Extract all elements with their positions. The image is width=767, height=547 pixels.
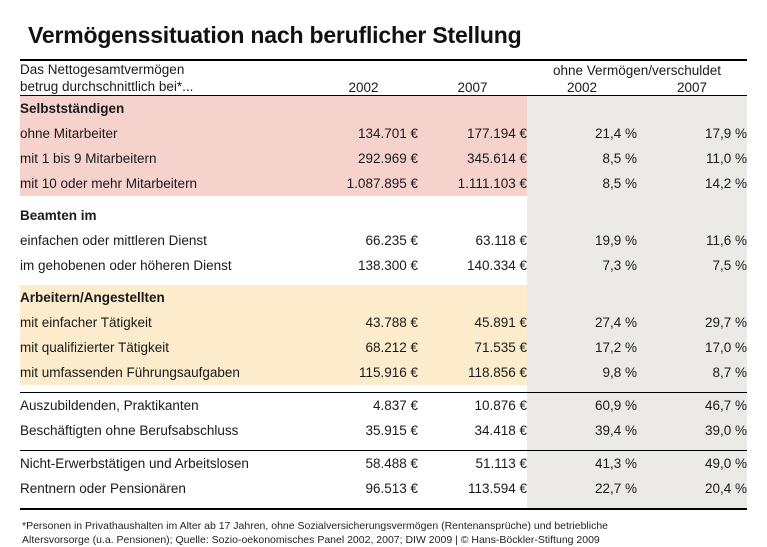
- header-desc-line2: betrug durchschnittlich bei*...: [20, 79, 194, 94]
- header-group-right: ohne Vermögen/verschuldet: [552, 63, 722, 78]
- spacer-p2007: [637, 196, 747, 203]
- table-row: [20, 121, 747, 146]
- spacer-label: [20, 501, 309, 508]
- row-value-2007: 45.891 €: [418, 310, 527, 335]
- row-value-2002: 4.837 €: [309, 393, 418, 418]
- row-value-2007: [418, 203, 527, 228]
- row-pct-2002: 41,3 %: [527, 451, 637, 476]
- row-pct-2007: 7,5 %: [637, 253, 747, 278]
- row-value-2002: 35.915 €: [309, 418, 418, 443]
- spacer-label: [20, 196, 309, 203]
- row-pct-2002: 22,7 %: [527, 476, 637, 501]
- spacer-v2007: [418, 443, 527, 451]
- spacer-v2002: [309, 501, 418, 508]
- row-value-2002: [309, 285, 418, 310]
- spacer-p2002: [527, 501, 637, 508]
- row-value-2002: 43.788 €: [309, 310, 418, 335]
- row-value-2007: [418, 96, 527, 122]
- spacer-label: [20, 278, 309, 285]
- row-label: ohne Mitarbeiter: [20, 121, 309, 146]
- spacer-p2007: [637, 385, 747, 393]
- row-pct-2007: 39,0 %: [637, 418, 747, 443]
- row-value-2007: 51.113 €: [418, 451, 527, 476]
- row-pct-2002: 21,4 %: [527, 121, 637, 146]
- row-value-2007: 140.334 €: [418, 253, 527, 278]
- row-label: Auszubildenden, Praktikanten: [20, 393, 309, 418]
- header-year-pct-2007: 2007: [676, 80, 708, 95]
- table-row: [20, 451, 747, 476]
- row-value-2002: 115.916 €: [309, 360, 418, 385]
- row-pct-2002: [527, 285, 637, 310]
- row-label: Nicht-Erwerbstätigen und Arbeitslosen: [20, 451, 309, 476]
- spacer-p2007: [637, 278, 747, 285]
- row-spacer: [20, 385, 747, 393]
- row-pct-2002: 8,5 %: [527, 146, 637, 171]
- spacer-v2007: [418, 501, 527, 508]
- spacer-label: [20, 443, 309, 451]
- header-desc-line1: Das Nettogesamtvermögen: [20, 62, 185, 77]
- row-pct-2007: 11,6 %: [637, 228, 747, 253]
- row-pct-2002: 19,9 %: [527, 228, 637, 253]
- table-row: [20, 146, 747, 171]
- row-value-2007: 34.418 €: [418, 418, 527, 443]
- spacer-v2002: [309, 278, 418, 285]
- row-label: im gehobenen oder höheren Dienst: [20, 253, 309, 278]
- row-pct-2007: 46,7 %: [637, 393, 747, 418]
- row-value-2002: 58.488 €: [309, 451, 418, 476]
- row-spacer: [20, 501, 747, 508]
- wealth-table: [20, 61, 747, 508]
- table-row: [20, 310, 747, 335]
- row-value-2002: [309, 203, 418, 228]
- row-label: Selbstständigen: [20, 96, 309, 122]
- row-value-2002: [309, 96, 418, 122]
- table-row: [20, 476, 747, 501]
- row-pct-2007: 14,2 %: [637, 171, 747, 196]
- row-value-2002: 1.087.895 €: [309, 171, 418, 196]
- spacer-p2002: [527, 278, 637, 285]
- header-description: [20, 61, 309, 95]
- row-spacer: [20, 196, 747, 203]
- row-value-2007: 71.535 €: [418, 335, 527, 360]
- footnote: [20, 510, 749, 547]
- row-value-2002: 96.513 €: [309, 476, 418, 501]
- row-pct-2007: 11,0 %: [637, 146, 747, 171]
- row-pct-2002: 8,5 %: [527, 171, 637, 196]
- row-label: mit einfacher Tätigkeit: [20, 310, 309, 335]
- row-pct-2007: 8,7 %: [637, 360, 747, 385]
- table-row: [20, 418, 747, 443]
- spacer-v2007: [418, 278, 527, 285]
- table-row: [20, 285, 747, 310]
- row-pct-2007: 20,4 %: [637, 476, 747, 501]
- row-label: Beamten im: [20, 203, 309, 228]
- row-value-2007: 1.111.103 €: [418, 171, 527, 196]
- row-pct-2002: 60,9 %: [527, 393, 637, 418]
- row-spacer: [20, 443, 747, 451]
- row-label: Arbeitern/Angestellten: [20, 285, 309, 310]
- header-year-value-2007: 2007: [457, 80, 488, 95]
- row-pct-2007: 29,7 %: [637, 310, 747, 335]
- row-pct-2007: 17,9 %: [637, 121, 747, 146]
- table-row: [20, 335, 747, 360]
- row-value-2002: 66.235 €: [309, 228, 418, 253]
- table-row: [20, 171, 747, 196]
- table-row: [20, 393, 747, 418]
- table-row: [20, 360, 747, 385]
- row-value-2007: 177.194 €: [418, 121, 527, 146]
- row-value-2002: 138.300 €: [309, 253, 418, 278]
- row-pct-2002: 27,4 %: [527, 310, 637, 335]
- row-pct-2002: 17,2 %: [527, 335, 637, 360]
- table-header-group-row: [20, 61, 747, 78]
- header-spacer-v2007: [418, 61, 527, 78]
- row-label: einfachen oder mittleren Dienst: [20, 228, 309, 253]
- row-label: mit 1 bis 9 Mitarbeitern: [20, 146, 309, 171]
- row-pct-2002: 9,8 %: [527, 360, 637, 385]
- spacer-v2007: [418, 385, 527, 393]
- spacer-label: [20, 385, 309, 393]
- row-label: mit qualifizierter Tätigkeit: [20, 335, 309, 360]
- spacer-p2007: [637, 501, 747, 508]
- row-label: mit 10 oder mehr Mitarbeitern: [20, 171, 309, 196]
- spacer-v2002: [309, 196, 418, 203]
- row-pct-2007: 17,0 %: [637, 335, 747, 360]
- row-label: Beschäftigten ohne Berufsabschluss: [20, 418, 309, 443]
- row-value-2007: 118.856 €: [418, 360, 527, 385]
- row-value-2007: [418, 285, 527, 310]
- spacer-v2007: [418, 196, 527, 203]
- row-value-2007: 113.594 €: [418, 476, 527, 501]
- row-pct-2002: 39,4 %: [527, 418, 637, 443]
- header-year-pct-2002: 2002: [566, 80, 598, 95]
- footnote-line2: Altersvorsorge (u.a. Pensionen); Quelle: Sozio-oekonomisches Panel 2002, 2007; DIW 2009 | © Hans-Böckler-Stiftung 2009: [22, 534, 600, 546]
- row-pct-2007: [637, 96, 747, 122]
- row-value-2007: 63.118 €: [418, 228, 527, 253]
- row-spacer: [20, 278, 747, 285]
- spacer-p2002: [527, 443, 637, 451]
- row-pct-2002: 7,3 %: [527, 253, 637, 278]
- table-row: [20, 96, 747, 122]
- row-value-2002: 292.969 €: [309, 146, 418, 171]
- spacer-v2002: [309, 385, 418, 393]
- row-pct-2002: [527, 96, 637, 122]
- spacer-v2002: [309, 443, 418, 451]
- table-row: [20, 203, 747, 228]
- table-row: [20, 228, 747, 253]
- row-value-2002: 68.212 €: [309, 335, 418, 360]
- row-pct-2002: [527, 203, 637, 228]
- spacer-p2002: [527, 196, 637, 203]
- row-value-2007: 345.614 €: [418, 146, 527, 171]
- row-pct-2007: [637, 203, 747, 228]
- spacer-p2002: [527, 385, 637, 393]
- header-spacer-v2002: [309, 61, 418, 78]
- row-value-2007: 10.876 €: [418, 393, 527, 418]
- row-label: mit umfassenden Führungsaufgaben: [20, 360, 309, 385]
- header-year-value-2002: 2002: [348, 80, 379, 95]
- table-row: [20, 253, 747, 278]
- row-pct-2007: 49,0 %: [637, 451, 747, 476]
- row-value-2002: 134.701 €: [309, 121, 418, 146]
- spacer-p2007: [637, 443, 747, 451]
- row-label: Rentnern oder Pensionären: [20, 476, 309, 501]
- page-title: Vermögenssituation nach beruflicher Stellung: [28, 22, 522, 48]
- row-pct-2007: [637, 285, 747, 310]
- footnote-line1: *Personen in Privathaushalten im Alter ab 17 Jahren, ohne Sozialversicherungsvermögen (Rentenansprüche) und betriebliche: [22, 520, 609, 532]
